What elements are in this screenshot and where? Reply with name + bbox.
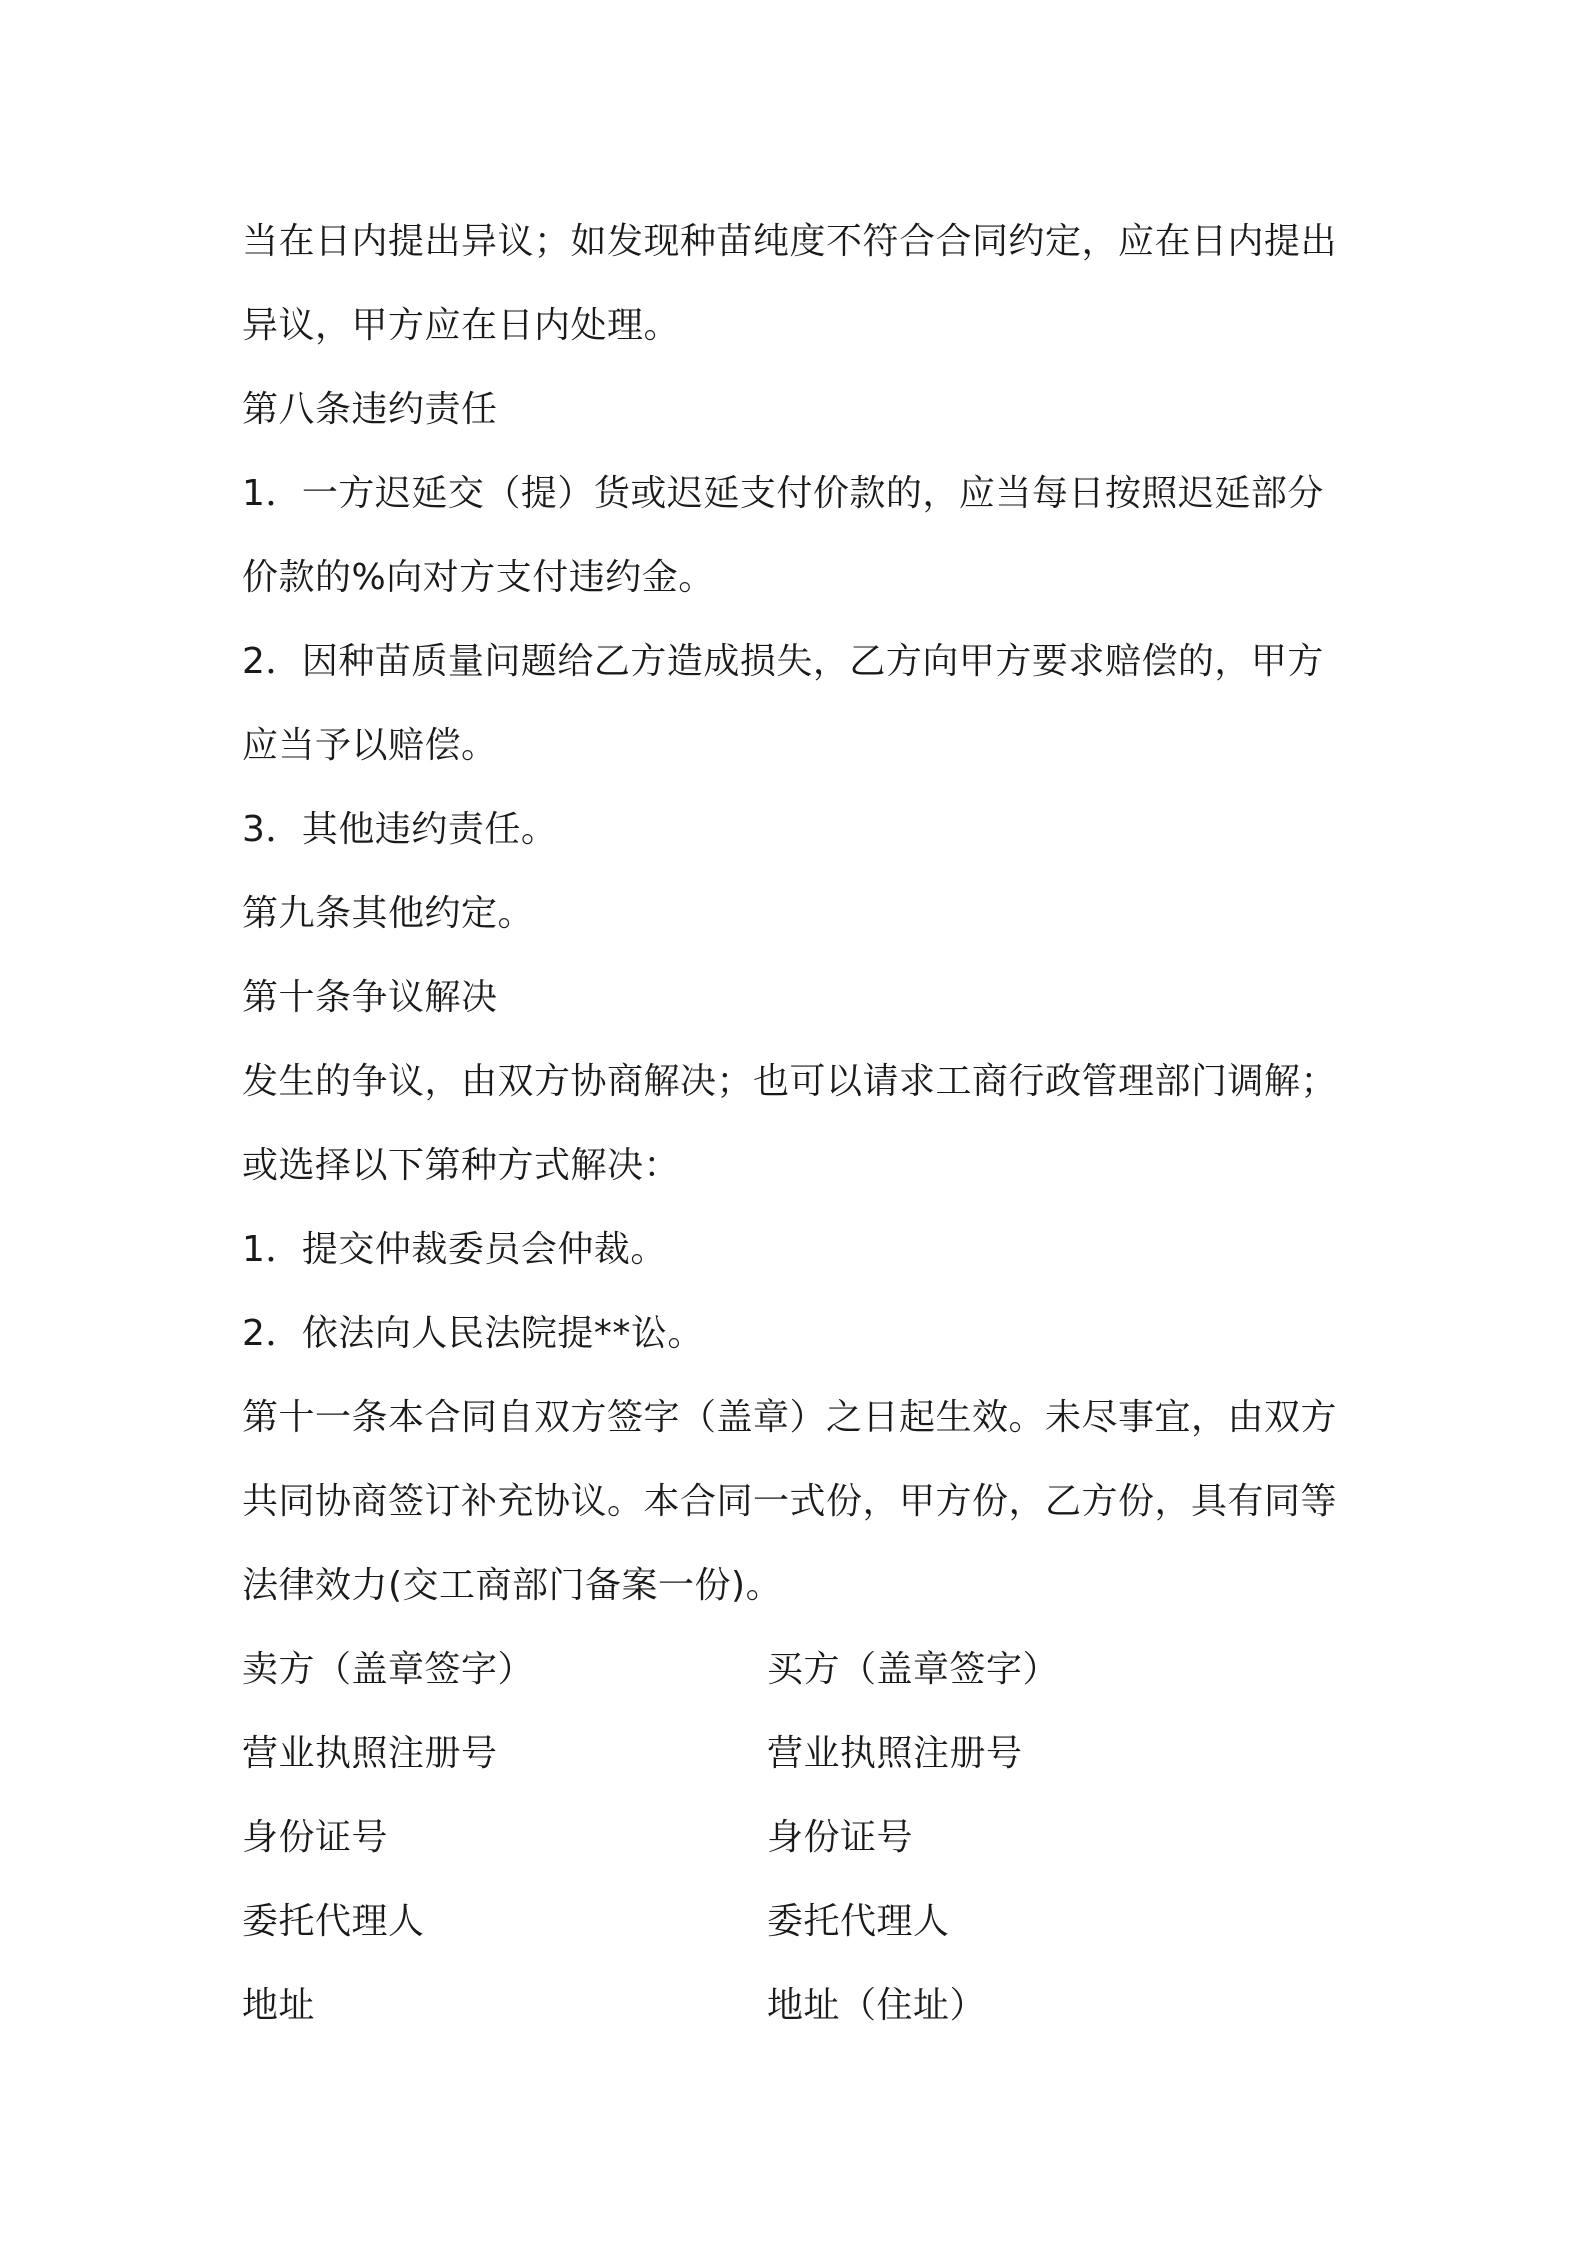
buyer-address-label: 地址（住址）	[767, 1985, 987, 2026]
paragraph-line: 1．一方迟延交（提）货或迟延支付价款的，应当每日按照迟延部分	[242, 473, 1324, 514]
buyer-seal-label: 买方（盖章签字）	[767, 1649, 1060, 1690]
buyer-agent-label: 委托代理人	[767, 1901, 950, 1942]
seller-seal-label: 卖方（盖章签字）	[242, 1649, 535, 1690]
seller-license-label: 营业执照注册号	[242, 1733, 498, 1774]
article-heading: 第十条争议解决	[242, 977, 498, 1018]
paragraph-line: 2．依法向人民法院提**讼。	[242, 1313, 704, 1354]
signature-row	[242, 1964, 1352, 2048]
signature-row	[242, 1796, 1352, 1880]
seller-agent-label: 委托代理人	[242, 1901, 425, 1942]
paragraph-line: 价款的%向对方支付违约金。	[242, 557, 715, 598]
paragraph-line: 异议，甲方应在日内处理。	[242, 305, 681, 346]
paragraph-line: 共同协商签订补充协议。本合同一式份，甲方份，乙方份，具有同等	[242, 1481, 1338, 1522]
article-heading: 第十一条本合同自双方签字（盖章）之日起生效。未尽事宜，由双方	[242, 1397, 1338, 1438]
paragraph-line: 法律效力(交工商部门备案一份)。	[242, 1565, 783, 1606]
seller-address-label: 地址	[242, 1985, 316, 2026]
paragraph-line: 3．其他违约责任。	[242, 809, 558, 850]
buyer-license-label: 营业执照注册号	[767, 1733, 1023, 1774]
article-heading: 第八条违约责任	[242, 389, 498, 430]
signature-row	[242, 1880, 1352, 1964]
paragraph-line: 1．提交仲裁委员会仲裁。	[242, 1229, 667, 1270]
document-body	[242, 200, 1352, 2048]
article-heading: 第九条其他约定。	[242, 893, 535, 934]
paragraph-line: 应当予以赔偿。	[242, 725, 498, 766]
paragraph-line: 当在日内提出异议；如发现种苗纯度不符合合同约定，应在日内提出	[242, 221, 1338, 262]
paragraph-line: 发生的争议，由双方协商解决；也可以请求工商行政管理部门调解；	[242, 1061, 1338, 1102]
signature-row	[242, 1712, 1352, 1796]
seller-id-label: 身份证号	[242, 1817, 389, 1858]
buyer-id-label: 身份证号	[767, 1817, 914, 1858]
paragraph-line: 或选择以下第种方式解决：	[242, 1145, 681, 1186]
signature-row	[242, 1628, 1352, 1712]
paragraph-line: 2．因种苗质量问题给乙方造成损失，乙方向甲方要求赔偿的，甲方	[242, 641, 1324, 682]
